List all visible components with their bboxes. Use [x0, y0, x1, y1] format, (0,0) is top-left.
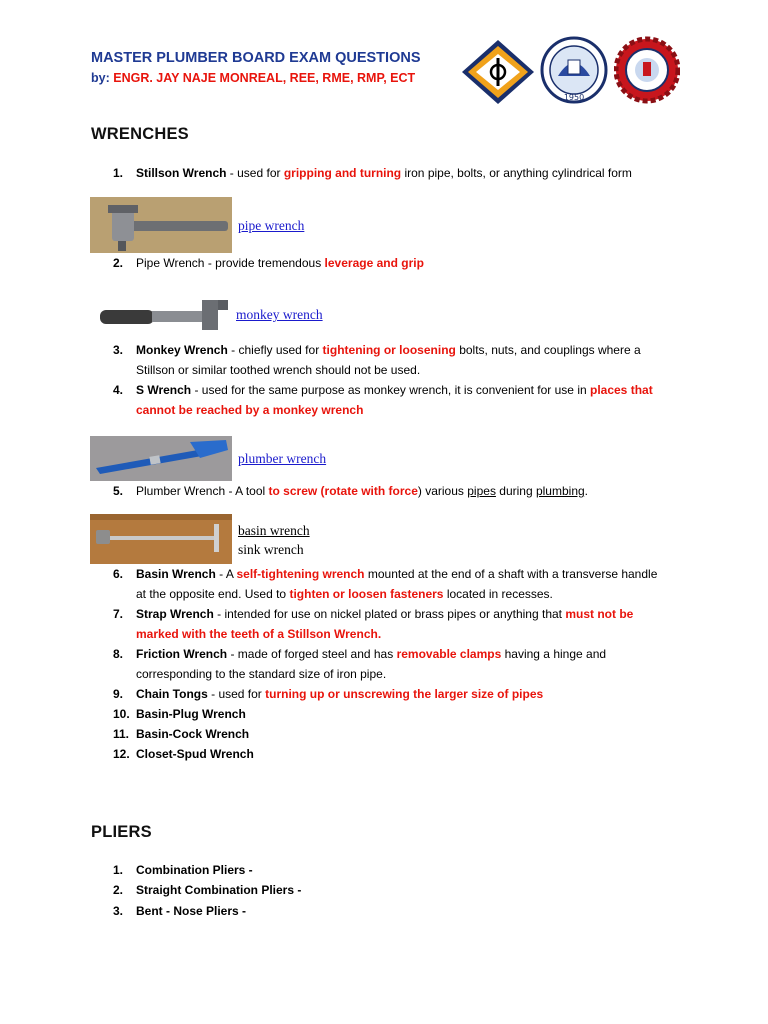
- pipe-wrench-image: [90, 197, 232, 253]
- basin-wrench-image: [90, 514, 232, 564]
- document-title: MASTER PLUMBER BOARD EXAM QUESTIONS: [91, 50, 421, 66]
- section-heading-pliers: PLIERS: [91, 823, 152, 841]
- sink-wrench-caption: sink wrench: [238, 542, 304, 557]
- pipe-wrench-link[interactable]: pipe wrench: [238, 218, 305, 233]
- seal-year: 1950: [563, 93, 585, 102]
- society-logo-diamond: [460, 38, 536, 106]
- basin-wrench-caption: basin wrench: [238, 523, 310, 538]
- section-heading-wrenches: WRENCHES: [91, 125, 189, 143]
- author-line: [91, 71, 415, 85]
- plumber-wrench-image: [90, 436, 232, 481]
- plumber-wrench-link[interactable]: plumber wrench: [238, 451, 327, 466]
- monkey-wrench-link[interactable]: monkey wrench: [236, 307, 323, 322]
- gear-seal-logo: [614, 36, 680, 104]
- monkey-wrench-image: [98, 296, 232, 334]
- engineers-seal-logo: [538, 36, 610, 104]
- author-name: ENGR. JAY NAJE MONREAL, REE, RME, RMP, ECT: [113, 71, 416, 85]
- by-label: by:: [91, 71, 110, 85]
